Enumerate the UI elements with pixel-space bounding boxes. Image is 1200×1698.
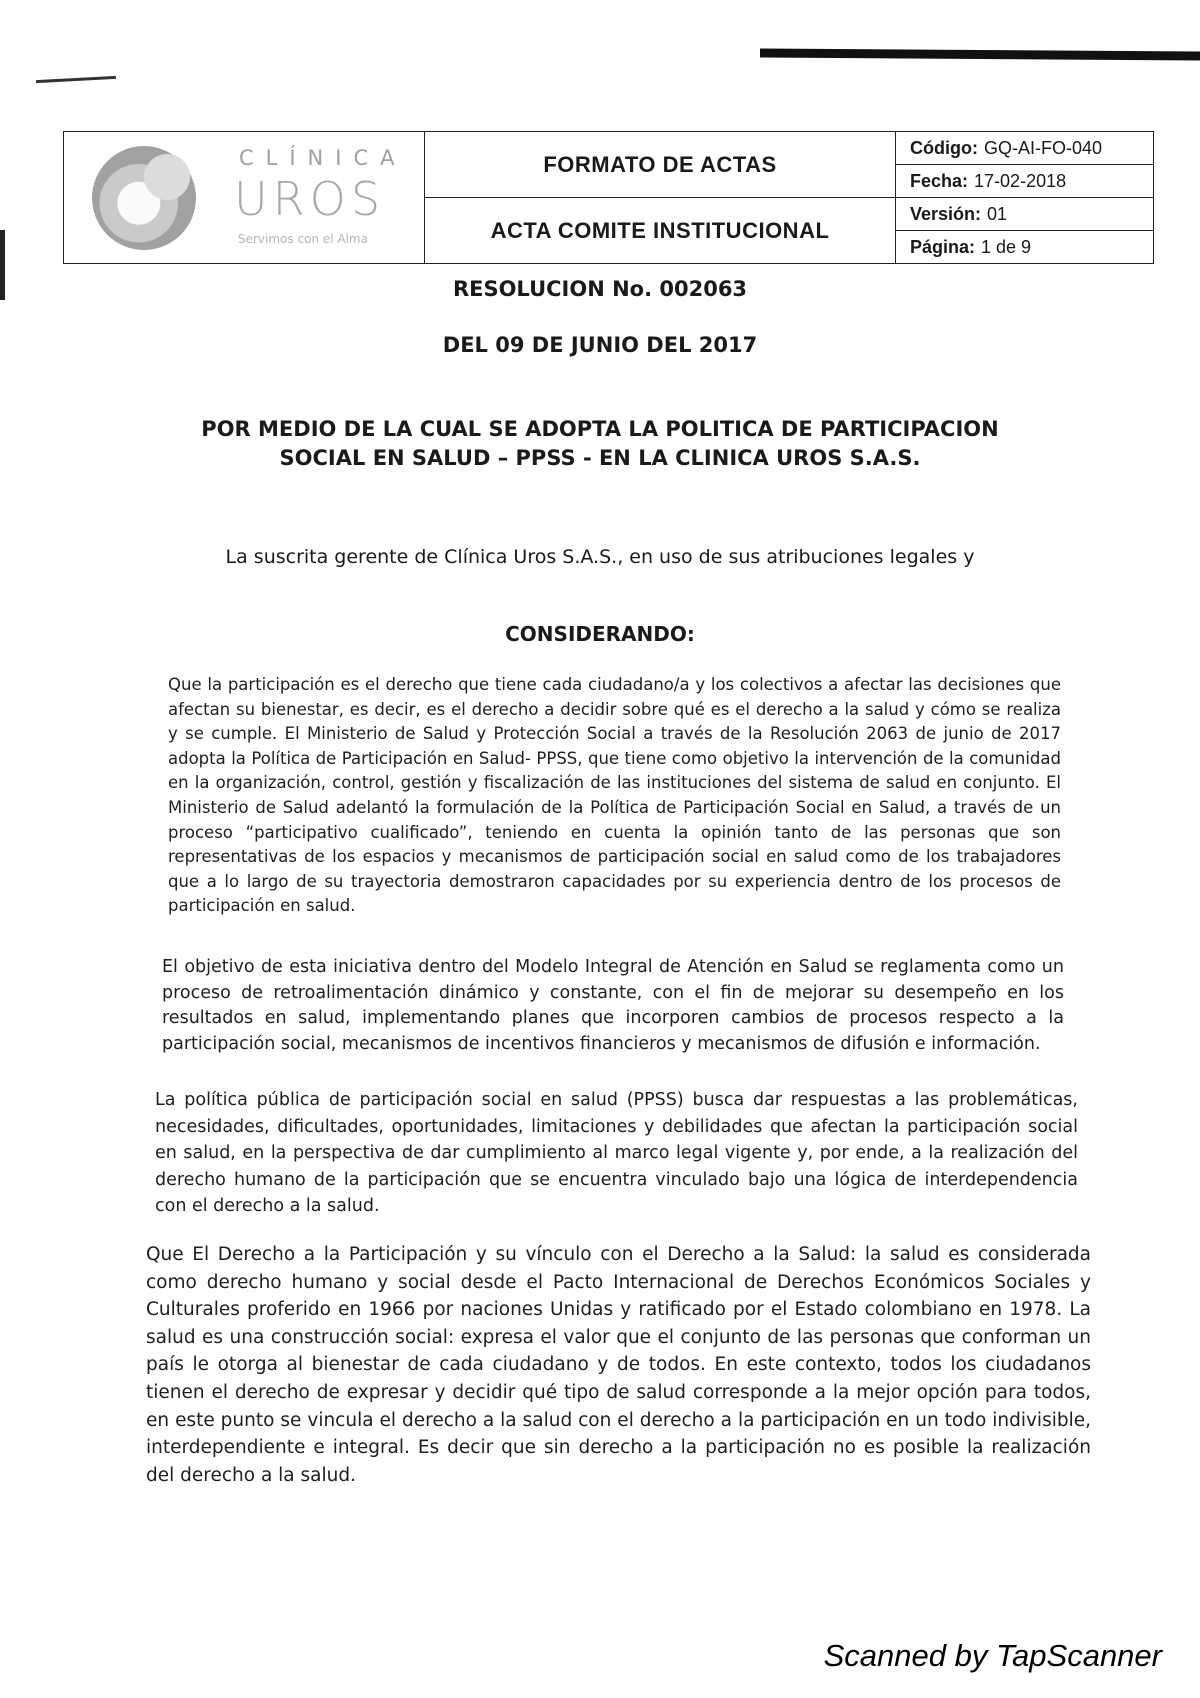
act-title: ACTA COMITE INSTITUCIONAL xyxy=(490,217,830,243)
logo-big-text: UROS xyxy=(234,172,386,226)
header-title-cell xyxy=(425,132,896,263)
version-label: Versión: xyxy=(910,203,982,224)
clinic-logo xyxy=(64,132,425,263)
logo-emblem-icon xyxy=(92,146,196,250)
subject-line-1: POR MEDIO DE LA CUAL SE ADOPTA LA POLITICA DE PARTICIPACION xyxy=(201,417,999,441)
resolution-number: RESOLUCION No. 002063 xyxy=(452,277,748,301)
document-control-cell xyxy=(896,132,1153,263)
version-row xyxy=(896,198,1153,231)
version-value: 01 xyxy=(987,203,1008,224)
codigo-row xyxy=(896,132,1153,165)
paragraph-2: El objetivo de esta iniciativa dentro del Modelo Integral de Atención en Salud se reglamenta como un proceso de retroalimentación dinámico y constante, con el fin de mejorar su desempeño en los resultados en salud, implementando planes que incorporen cambios de procesos respecto a la participación social, mecanismos de incentivos financieros y mecanismos de difusión e información. xyxy=(162,957,1064,1054)
paragraph-4: Que El Derecho a la Participación y su vínculo con el Derecho a la Salud: la salud es considerada como derecho humano y social desde el Pacto Internacional de Derechos Económicos Sociales y Culturales proferido en 1966 por naciones Unidas y ratificado por el Estado colombiano en 1978. La salud es una construcción social: expresa el valor que el conjunto de las personas que conforman un país le otorga al bienestar de cada ciudadano y de todos. En este contexto, todos los ciudadanos tienen el derecho de expresar y decidir qué tipo de salud corresponde a la mejor opción para todos, en este punto se vincula el derecho a la salud con el derecho a la participación en un todo indivisible, interdependiente e integral. Es decir que sin derecho a la participación no es posible la realización del derecho a la salud. xyxy=(146,1244,1091,1486)
document-header-table xyxy=(63,131,1154,264)
intro-statement: La suscrita gerente de Clínica Uros S.A.S., en uso de sus atribuciones legales y xyxy=(225,546,975,568)
logo-small-text: CLÍNICA xyxy=(239,146,407,170)
fecha-label: Fecha: xyxy=(910,170,969,191)
codigo-label: Código: xyxy=(910,137,978,158)
scanner-watermark: Scanned by TapScanner xyxy=(823,1638,1162,1673)
paragraph-1: Que la participación es el derecho que tiene cada ciudadano/a y los colectivos a afectar las decisiones que afectan su bienestar, es decir, es el derecho a decidir sobre qué es el derecho a la salud y cómo se realiza y se cumple. El Ministerio de Salud y Protección Social a través de la Resolución 2063 de junio de 2017 adopta la Política de Participación en Salud- PPSS, que tiene como objetivo la intervención de la comunidad en la organización, control, gestión y fiscalización de las instituciones del sistema de salud en conjunto. El Ministerio de Salud adelantó la formulación de la Política de Participación Social en Salud, a través de un proceso “participativo cualificado”, teniendo en cuenta la opinión tanto de las personas que son representativas de los espacios y mecanismos de participación social en salud como de los trabajadores que a lo largo de su trayectoria demostraron capacidades por su experiencia dentro de los procesos de participación en salud. xyxy=(168,675,1061,916)
scan-artifact-line xyxy=(36,76,116,83)
codigo-value: GQ-AI-FO-040 xyxy=(983,137,1103,158)
pagina-value: 1 de 9 xyxy=(981,236,1032,257)
pagina-row xyxy=(896,231,1153,263)
fecha-value: 17-02-2018 xyxy=(974,170,1067,191)
resolution-date: DEL 09 DE JUNIO DEL 2017 xyxy=(442,333,758,357)
pagina-label: Página: xyxy=(910,236,976,257)
considerando-heading: CONSIDERANDO: xyxy=(505,622,695,646)
format-title: FORMATO DE ACTAS xyxy=(425,132,895,198)
fecha-row xyxy=(896,165,1153,198)
logo-tagline: Servimos con el Alma xyxy=(238,232,368,246)
subject-line-2: SOCIAL EN SALUD – PPSS - EN LA CLINICA UROS S.A.S. xyxy=(279,446,921,470)
scan-artifact-edge xyxy=(760,48,1200,60)
paragraph-3: La política pública de participación social en salud (PPSS) busca dar respuestas a las problemáticas, necesidades, dificultades, oportunidades, limitaciones y debilidades que afectan la participación social en salud, en la perspectiva de dar cumplimiento al marco legal vigente y, por ende, a la realización del derecho humano de la participación que se encuentra vinculado bajo una lógica de interdependencia con el derecho a la salud. xyxy=(155,1090,1078,1216)
